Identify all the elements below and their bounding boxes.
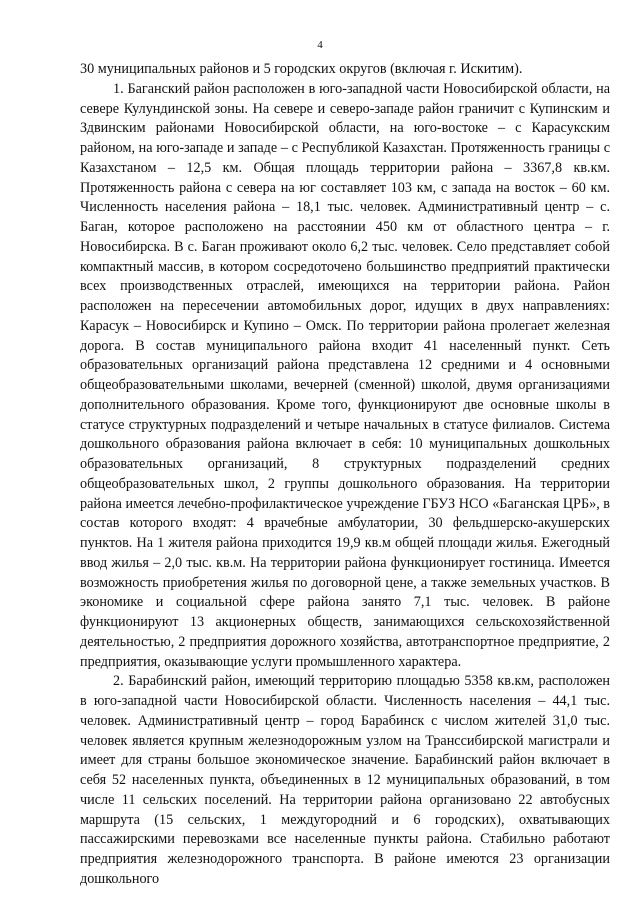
paragraph-bagansky-district: 1. Баганский район расположен в юго-западной части Новосибирской области, на севере Кулундинской зоны. На севере и северо-западе район граничит с Купинским и Здвинским районами Новосибирской области, на юго-востоке – с Карасукским районом, на юго-западе и западе – с Республикой Казахстан. Протяженность границы с Казахстаном – 12,5 км. Общая площадь территории района – 3367,8 кв.км. Протяженность района с севера на юг составляет 103 км, с запада на восток – 60 км. Численность населения района – 18,1 тыс. человек. Административный центр – с. Баган, которое расположено на расстоянии 450 км от областного центра – г. Новосибирска. В с. Баган проживают около 6,2 тыс. человек. Село представляет собой компактный массив, в котором сосредоточено большинство предприятий практически всех производственных отраслей, имеющихся на территории района. Район расположен на пересечении автомобильных дорог, идущих в двух направлениях: Карасук – Новосибирск и Купино – Омск. По территории района пролегает железная дорога. В состав муниципального района входит 41 населенный пункт. Сеть образовательных организаций района представлена 12 средними и 4 основными общеобразовательными школами, вечерней (сменной) школой, двумя организациями дополнительного образования. Кроме того, функционируют две основные школы в статусе структурных подразделений и четыре начальных в статусе филиалов. Система дошкольного образования района включает в себя: 10 муниципальных дошкольных образовательных организаций, 8 структурных подразделений средних общеобразовательных школ, 2 группы дошкольного образования. На территории района имеется лечебно-профилактическое учреждение ГБУЗ НСО «Баганская ЦРБ», в состав которого входят: 4 врачебные амбулатории, 30 фельдшерско-акушерских пунктов. На 1 жителя района приходится 19,9 кв.м общей площади жилья. Ежегодный ввод жилья – 2,0 тыс. кв.м. На территории района функционирует гостиница. Имеется возможность приобретения жилья по договорной цене, а также земельных участков. В экономике и социальной сфере района занято 7,1 тыс. человек. В районе функционируют 13 акционерных обществ, занимающихся сельскохозяйственной деятельностью, 2 предприятия дорожного хозяйства, автотранспортное предприятие, 2 предприятия, оказывающие услуги промышленного характера. — [80, 80, 610, 670]
document-body — [80, 60, 610, 890]
paragraph-barabinsky-district: 2. Барабинский район, имеющий территорию площадью 5358 кв.км, расположен в юго-западной части Новосибирской области. Численность населения – 44,1 тыс. человек. Административный центр – город Барабинск с числом жителей 31,0 тыс. человек является крупным железнодорожным узлом на Транссибирской магистрали и имеет для страны большое экономическое значение. Барабинский район включает в себя 52 населенных пункта, объединенных в 12 муниципальных образований, в том числе 11 сельских поселений. На территории района организовано 22 автобусных маршрута (15 сельских, 1 междугородний и 6 городских), охватывающих пассажирскими перевозками все населенные пункты района. Стабильно работают предприятия железнодорожного транспорта. В районе имеются 23 организации дошкольного — [80, 673, 610, 887]
paragraph-intro: 30 муниципальных районов и 5 городских округов (включая г. Искитим). — [80, 61, 523, 77]
page-number: 4 — [317, 39, 323, 51]
